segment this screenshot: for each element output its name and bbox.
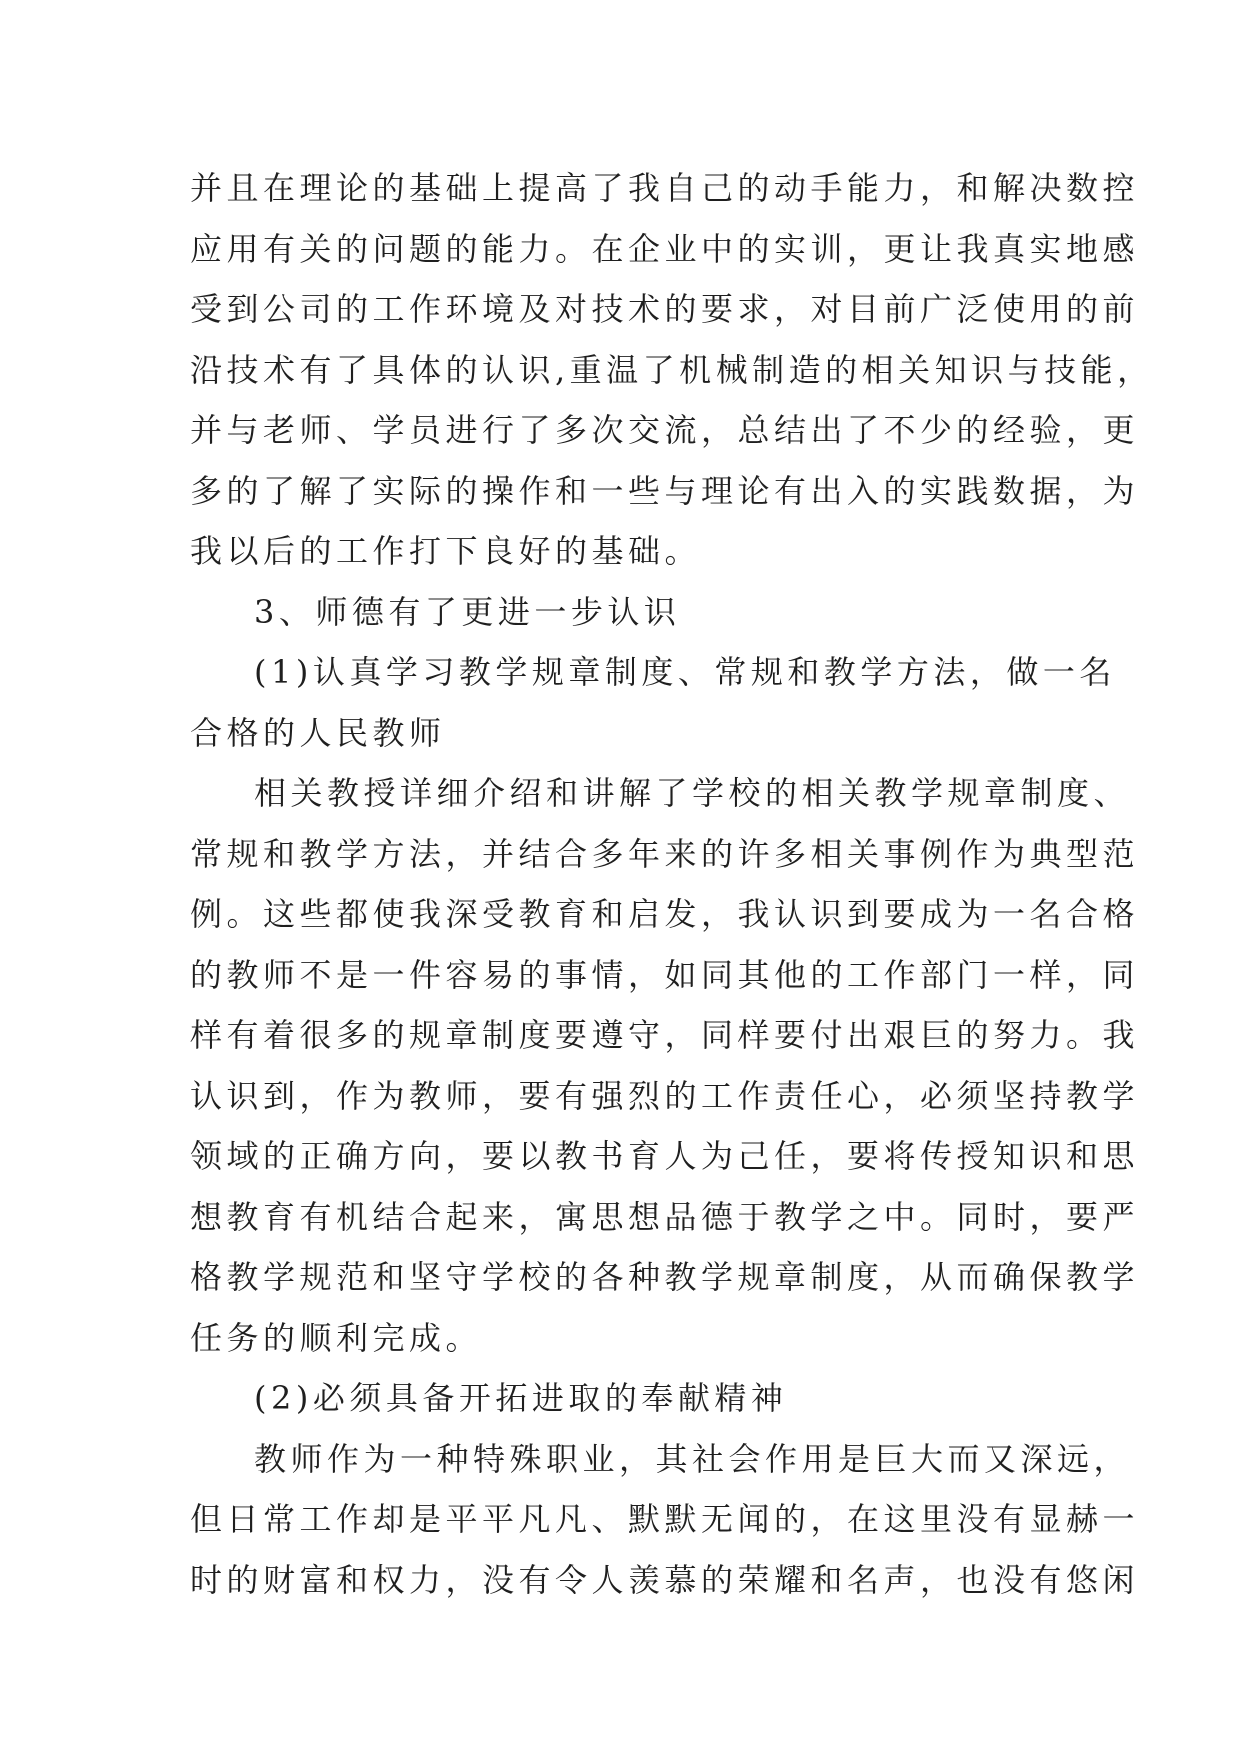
text-line: 认识到，作为教师，要有强烈的工作责任心，必须坚持教学 <box>190 1076 1140 1115</box>
text-line: 并与老师、学员进行了多次交流，总结出了不少的经验，更 <box>190 411 1140 449</box>
document-body <box>190 158 1154 1610</box>
text-line: 格教学规范和坚守学校的各种教学规章制度，从而确保教学 <box>190 1258 1140 1296</box>
text-line: 多的了解了实际的操作和一些与理论有出入的实践数据，为 <box>190 471 1140 510</box>
text-line: 领域的正确方向，要以教书育人为己任，要将传授知识和思 <box>190 1137 1140 1175</box>
text-line: 我以后的工作打下良好的基础。 <box>190 532 702 570</box>
text-line: 受到公司的工作环境及对技术的要求，对目前广泛使用的前 <box>190 290 1140 328</box>
text-line: 沿技术有了具体的认识,重温了机械制造的相关知识与技能， <box>190 350 1154 389</box>
text-line: 并且在理论的基础上提高了我自己的动手能力，和解决数控 <box>190 169 1140 207</box>
subsection-heading: (1)认真学习教学规章制度、常规和教学方法，做一名 <box>254 653 1116 691</box>
text-line: 的教师不是一件容易的事情，如同其他的工作部门一样，同 <box>190 955 1140 994</box>
text-line: 教师作为一种特殊职业，其社会作用是巨大而又深远， <box>254 1439 1131 1478</box>
text-line: 时的财富和权力，没有令人羡慕的荣耀和名声，也没有悠闲 <box>190 1560 1140 1599</box>
text-line: 常规和教学方法，并结合多年来的许多相关事例作为典型范 <box>190 834 1140 873</box>
subsection-heading: (2)必须具备开拓进取的奉献精神 <box>254 1379 788 1417</box>
text-line: 例。这些都使我深受教育和启发，我认识到要成为一名合格 <box>190 895 1140 933</box>
text-line: 相关教授详细介绍和讲解了学校的相关教学规章制度、 <box>254 774 1131 812</box>
text-line: 但日常工作却是平平凡凡、默默无闻的，在这里没有显赫一 <box>190 1500 1140 1538</box>
text-line: 应用有关的问题的能力。在企业中的实训，更让我真实地感 <box>190 229 1140 268</box>
text-line: 样有着很多的规章制度要遵守，同样要付出艰巨的努力。我 <box>190 1016 1140 1054</box>
subsection-heading-continued: 合格的人民教师 <box>190 713 446 752</box>
text-line: 想教育有机结合起来，寓思想品德于教学之中。同时，要严 <box>190 1197 1140 1236</box>
section-heading: 3、师德有了更进一步认识 <box>254 592 681 631</box>
text-line: 任务的顺利完成。 <box>190 1318 483 1357</box>
